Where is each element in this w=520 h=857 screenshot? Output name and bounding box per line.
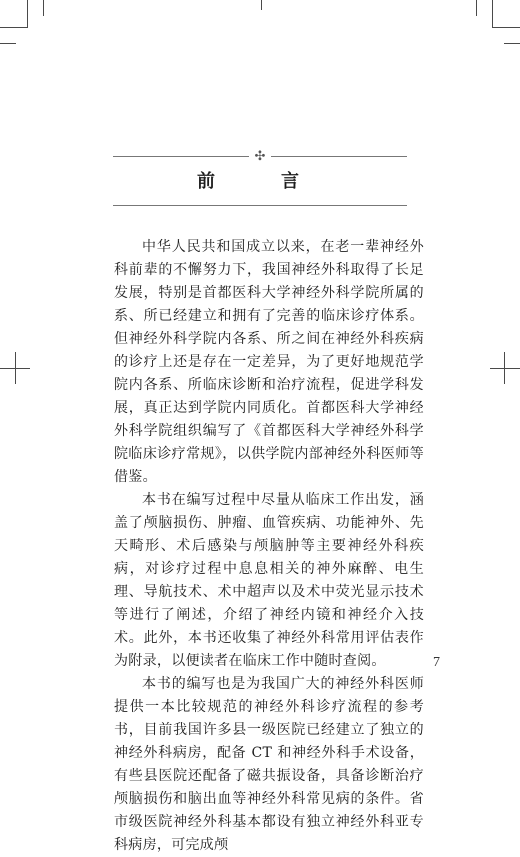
crop-mark bbox=[43, 0, 44, 16]
crop-mark bbox=[15, 352, 16, 384]
crop-mark bbox=[504, 352, 505, 384]
crop-mark bbox=[504, 43, 520, 44]
crop-mark bbox=[0, 27, 28, 28]
page-number: 7 bbox=[433, 655, 440, 670]
ornament-line-right bbox=[271, 156, 407, 157]
crop-mark bbox=[476, 0, 477, 16]
ornament-line-left bbox=[113, 156, 249, 157]
crop-mark bbox=[0, 43, 16, 44]
heading-rule bbox=[113, 205, 407, 206]
crop-mark bbox=[492, 27, 520, 28]
flower-ornament-icon: ✣ bbox=[254, 149, 266, 164]
page-title: 前 言 bbox=[197, 171, 323, 192]
preface-body bbox=[114, 236, 424, 857]
paragraph: 中华人民共和国成立以来，在老一辈神经外科前辈的不懈努力下，我国神经外科取得了长足发展，特别是首都医科大学神经外科学院所属的系、所已经建立和拥有了完善的临床诊疗体系。但神经外科学院内各系、所之间在神经外科疾病的诊疗上还是存在一定差异，为了更好地规范学院内各系、所临床诊断和治疗流程，促进学科发展，真正达到学院内同质化。首都医科大学神经外科学院组织编写了《首都医科大学神经外科学院临床诊疗常规》，以供学院内部神经外科医师等借鉴。 bbox=[114, 239, 424, 485]
heading-ornament bbox=[113, 149, 407, 165]
crop-mark bbox=[490, 368, 520, 369]
paragraph: 本书的编写也是为我国广大的神经外科医师提供一本比较规范的神经外科诊疗流程的参考书，目前我国许多县一级医院已经建立了独立的神经外科病房，配备 CT 和神经外科手术设备，有些县医院还配备了磁共振设备，具备诊断治疗颅脑损伤和脑出血等神经外科常见病的条件。省市级医院神经外科基本都设有独立神经外科亚专科病房，可完成颅 bbox=[114, 676, 424, 853]
paragraph: 本书在编写过程中尽量从临床工作出发，涵盖了颅脑损伤、肿瘤、血管疾病、功能神外、先天畸形、术后感染与颅脑肿等主要神经外科疾病，对诊疗过程中息息相关的神外麻醉、电生理、导航技术、术中超声以及术中荧光显示技术等进行了阐述，介绍了神经内镜和神经介入技术。此外，本书还收集了神经外科常用评估表作为附录，以便读者在临床工作中随时查阅。 bbox=[114, 492, 424, 669]
crop-mark bbox=[261, 0, 262, 10]
crop-mark bbox=[492, 0, 493, 28]
crop-mark bbox=[27, 0, 28, 28]
